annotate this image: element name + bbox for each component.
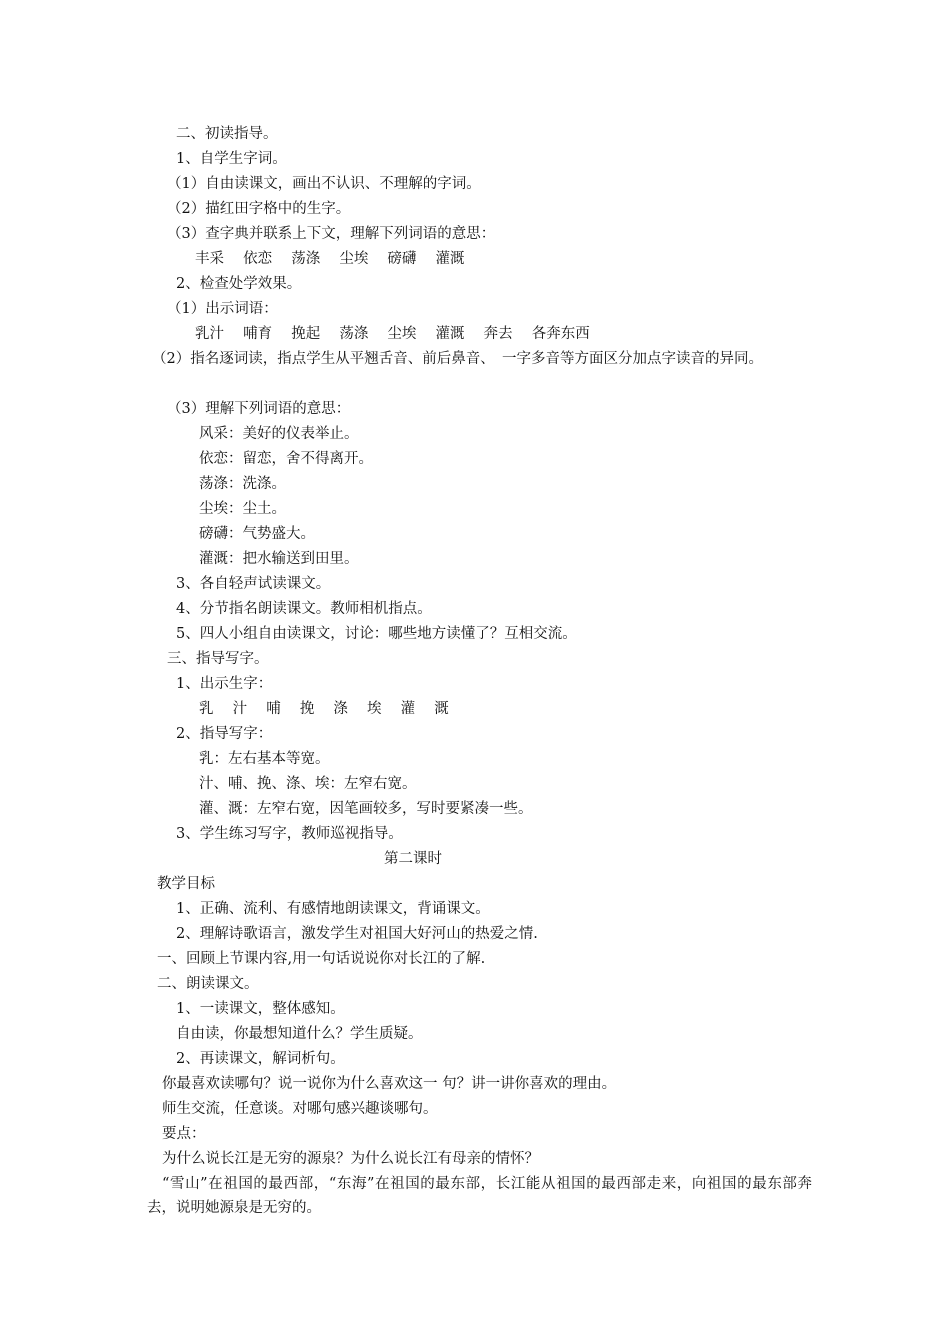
definition: 风采：美好的仪表举止。 [199,426,359,442]
sub-item: （1）自由读课文，画出不认识、不理解的字词。 [167,176,481,192]
paragraph: （2）指名逐词读，指点学生从平翘舌音、前后鼻音、 一字多音等方面区分加点字读音的异同。 [152,351,763,367]
definition: 灌溉：把水输送到田里。 [199,551,359,567]
word-list: 丰采 依恋 荡涤 尘埃 磅礴 灌溉 [195,251,465,267]
numbered-item: 1、一读课文，整体感知。 [176,1001,345,1017]
definition: 依恋：留恋，舍不得离开。 [199,451,373,467]
sub-item: （3）理解下列词语的意思： [167,401,351,417]
definition: 汁、哺、挽、涤、埃：左窄右宽。 [199,776,417,792]
definition: 磅礴：气势盛大。 [199,526,315,542]
numbered-item: 1、出示生字： [176,676,273,692]
numbered-item: 1、自学生字词。 [176,151,287,167]
numbered-item: 3、学生练习写字，教师巡视指导。 [176,826,403,842]
paragraph: 自由读，你最想知道什么？学生质疑。 [176,1026,423,1042]
section-heading: 二、初读指导。 [176,126,278,142]
word-list: 乳汁 哺育 挽起 荡涤 尘埃 灌溉 奔去 各奔东西 [195,326,590,342]
numbered-item: 2、指导写字： [176,726,273,742]
sub-item: （3）查字典并联系上下文，理解下列词语的意思： [167,226,496,242]
lesson-title: 第二课时 [384,851,442,867]
paragraph: 为什么说长江是无穷的源泉？为什么说长江有母亲的情怀？ [162,1151,539,1167]
numbered-item: 1、正确、流利、有感情地朗读课文，背诵课文。 [176,901,490,917]
definition: 灌、溉：左窄右宽，因笔画较多，写时要紧凑一些。 [199,801,533,817]
paragraph: 要点： [162,1126,206,1142]
definition: 尘埃：尘土。 [199,501,286,517]
numbered-item: 4、分节指名朗读课文。教师相机指点。 [176,601,432,617]
definition: 乳：左右基本等宽。 [199,751,330,767]
numbered-item: 5、四人小组自由读课文，讨论：哪些地方读懂了？互相交流。 [176,626,577,642]
section-heading: 教学目标 [157,876,215,892]
paragraph: 师生交流，任意谈。对哪句感兴趣谈哪句。 [162,1101,438,1117]
section-heading: 一、回顾上节课内容,用一句话说说你对长江的了解. [157,951,486,967]
numbered-item: 2、检查处学效果。 [176,276,302,292]
numbered-item: 3、各自轻声试读课文。 [176,576,331,592]
numbered-item: 2、理解诗歌语言，激发学生对祖国大好河山的热爱之情. [176,926,538,942]
sub-item: （1）出示词语： [167,301,278,317]
paragraph: “雪山”在祖国的最西部，“东海”在祖国的最东部，长江能从祖国的最西部走来，向祖国的最东部奔去，说明她源泉是无穷的。 [147,1176,812,1216]
section-heading: 三、指导写字。 [167,651,269,667]
sub-item: （2）描红田字格中的生字。 [167,201,351,217]
character-list: 乳 汁 哺 挽 涤 埃 灌 溉 [199,701,449,717]
numbered-item: 2、再读课文，解词析句。 [176,1051,345,1067]
paragraph: 你最喜欢读哪句？说一说你为什么喜欢这一 句？讲一讲你喜欢的理由。 [162,1076,617,1092]
section-heading: 二、朗读课文。 [157,976,259,992]
definition: 荡涤：洗涤。 [199,476,286,492]
